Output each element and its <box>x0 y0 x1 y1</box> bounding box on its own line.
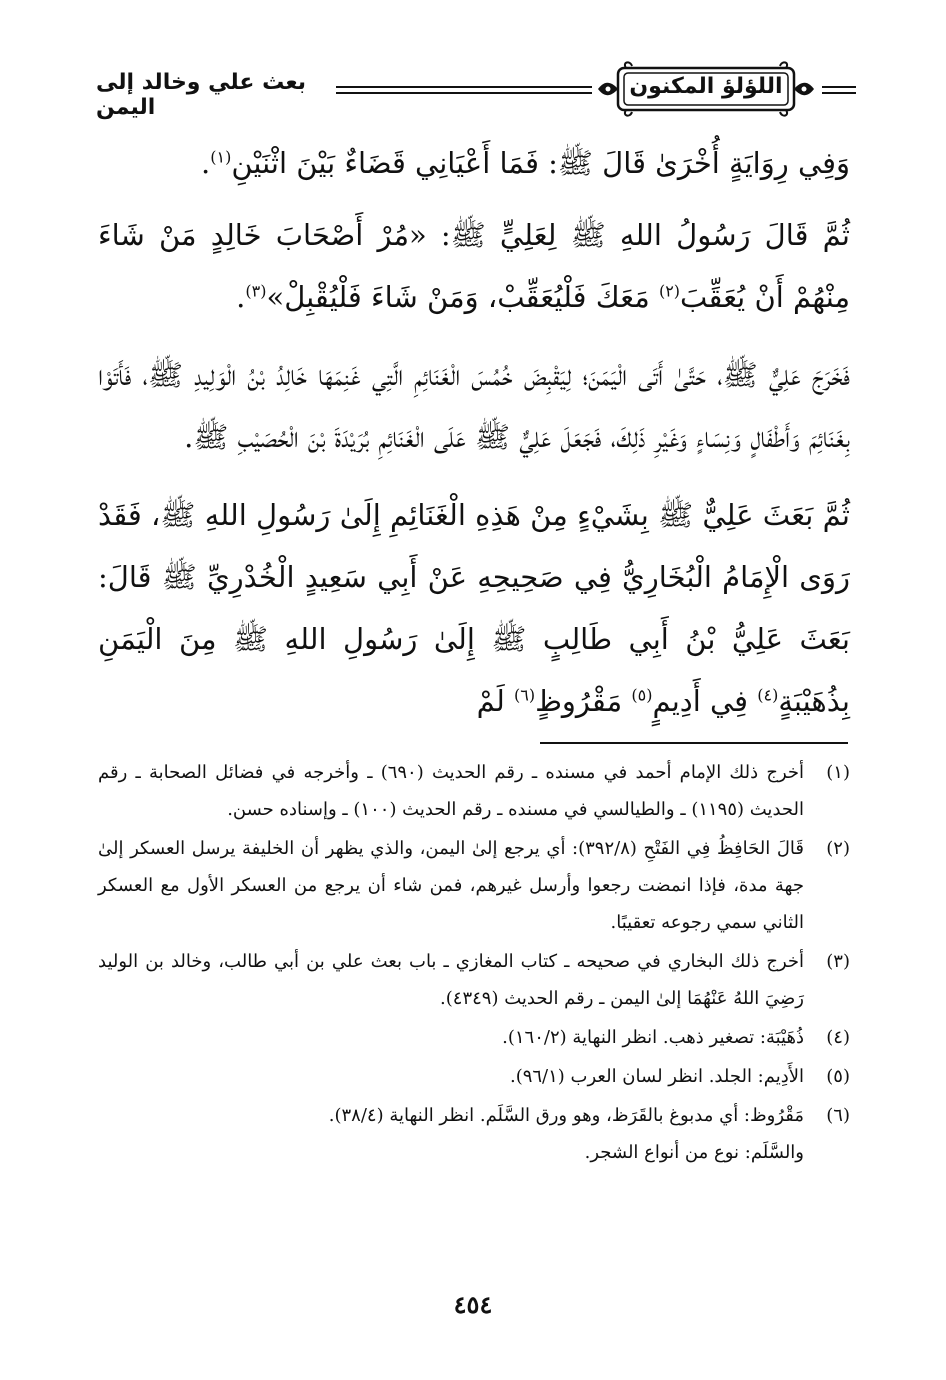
footnote-body: ذُهَيْبَة: تصغير ذهب. انظر النهاية (١٦٠/٢). <box>502 1027 804 1048</box>
main-text <box>98 132 850 732</box>
footnote-reference[interactable]: (٦) <box>514 685 536 705</box>
footnote-reference[interactable]: (٢) <box>658 281 681 301</box>
footnote-body: أخرج ذلك الإمام أحمد في مسنده ـ رقم الحديث (٦٩٠) ـ وأخرجه في فضائل الصحابة ـ رقم الحديث (١١٩٥) ـ والطيالسي في مسنده ـ رقم الحديث (١٠٠) ـ وإسناده حسن. <box>98 762 804 820</box>
paragraph-text: . <box>201 146 211 180</box>
paragraph <box>98 132 850 194</box>
footnote-text <box>98 1097 804 1171</box>
footnote <box>98 943 850 1017</box>
footnotes <box>98 754 850 1173</box>
book-title-ornament <box>596 60 816 118</box>
footnote-number: (٢) <box>826 838 850 859</box>
header-rule <box>336 86 592 88</box>
header-rule <box>336 92 592 94</box>
footnote-number: (٥) <box>826 1066 850 1087</box>
footnote-separator <box>540 742 848 744</box>
footnote <box>98 1019 850 1056</box>
paragraph <box>98 204 850 328</box>
footnote-body: مَقْرُوظ: أي مدبوغ بالقَرَظ، وهو ورق السَّلَم. انظر النهاية (٣٨/٤). <box>328 1105 804 1126</box>
footnote-extra: والسَّلَم: نوع من أنواع الشجر. <box>584 1142 804 1163</box>
book-title: اللؤلؤ المكنون <box>629 74 783 99</box>
footnote-text <box>98 830 804 941</box>
paragraph-text: مَعَكَ فَلْيُعَقِّبْ، وَمَنْ شَاءَ فَلْيُقْبِلْ» <box>266 280 659 314</box>
footnote-text <box>98 1058 804 1095</box>
paragraph-text: لَمْ <box>476 684 514 718</box>
paragraph-text: ثُمَّ قَالَ رَسُولُ اللهِ ﷺ لِعَلِيٍّ ﷺ: «مُرْ أَصْحَابَ خَالِدٍ مَنْ شَاءَ مِنْهُمْ أَنْ يُعَقِّبَ <box>98 218 850 314</box>
paragraph-text: ثُمَّ بَعَثَ عَلِيٌّ ﷺ بِشَيْءٍ مِنْ هَذِهِ الْغَنَائِمِ إِلَىٰ رَسُولِ اللهِ ﷺ، فَقَدْ رَوَى الْإِمَامُ الْبُخَارِيُّ فِي صَحِيحِهِ عَنْ أَبِي سَعِيدٍ الْخُدْرِيِّ ﷺ قَالَ: بَعَثَ عَلِيُّ بْنُ أَبِي طَالِبٍ ﷺ إِلَىٰ رَسُولِ اللهِ ﷺ مِنَ الْيَمَنِ بِذُهَيْبَةٍ <box>98 498 850 718</box>
paragraph <box>98 484 850 732</box>
paragraph <box>98 344 850 468</box>
footnote-reference[interactable]: (٤) <box>757 685 779 705</box>
paragraph-text: . <box>236 280 246 314</box>
footnote-number: (٣) <box>826 951 850 972</box>
page-header <box>96 52 856 132</box>
footnote-text <box>98 754 804 828</box>
footnote-reference[interactable]: (٣) <box>245 281 267 301</box>
footnote-reference[interactable]: (١) <box>210 147 232 167</box>
footnote <box>98 830 850 941</box>
footnote <box>98 1097 850 1171</box>
footnote-body: أخرج ذلك البخاري في صحيحه ـ كتاب المغازي ـ باب بعث علي بن أبي طالب، وخالد بن الوليد رَضِيَ اللهُ عَنْهُمَا إلىٰ اليمن ـ رقم الحديث (٤٣٤٩). <box>98 951 804 1009</box>
footnote-body: قَالَ الحَافِظُ فِي الفَتْحِ (٣٩٢/٨): أي يرجع إلىٰ اليمن، والذي يظهر أن الخليفة يرسل العسكر إلىٰ جهة مدة، فإذا انمضت رجعوا وأرسل غيرهم، فمن شاء أن يرجع من العسكر الأول مع العسكر الثاني سمي رجوعه تعقيبًا. <box>98 838 804 933</box>
paragraph-text: وَفِي رِوَايَةٍ أُخْرَىٰ قَالَ ﷺ: فَمَا أَعْيَانِي قَضَاءٌ بَيْنَ اثْنَيْنِ <box>231 146 850 180</box>
footnote-text <box>98 1019 804 1056</box>
footnote <box>98 754 850 828</box>
footnote-number: (٤) <box>826 1027 850 1048</box>
paragraph-text: فِي أَدِيمٍ <box>652 684 758 718</box>
footnote-number: (١) <box>826 762 850 783</box>
footnote-reference[interactable]: (٥) <box>631 685 653 705</box>
page-number: ٤٥٤ <box>453 1290 493 1319</box>
header-rule <box>822 86 856 88</box>
paragraph-text: فَخَرَجَ عَلِيٌّ ﷺ، حَتَّىٰ أَتَى الْيَمَنَ؛ لِيَقْبِضَ خُمُسَ الْغَنَائِمِ الَّتِي غَنِمَهَا خَالِدُ بْنُ الْوَلِيدِ ﷺ، فَأَتَوْا بِغَنَائِمَ وَأَطْفَالٍ وَنِسَاءٍ وَغَيْرِ ذَلِكَ، فَجَعَلَ عَلِيٌّ ﷺ عَلَى الْغَنَائِمِ بُرَيْدَةَ بْنَ الْحُصَيْبِ ﷺ. <box>98 358 850 454</box>
footnote <box>98 1058 850 1095</box>
header-rule <box>822 92 856 94</box>
paragraph-text: مَقْرُوظٍ <box>535 684 632 718</box>
footnote-body: الأَدِيم: الجلد. انظر لسان العرب (٩٦/١). <box>509 1066 804 1087</box>
footnote-number: (٦) <box>826 1105 850 1126</box>
chapter-title: بعث علي وخالد إلى اليمن <box>96 70 307 120</box>
footnote-text <box>98 943 804 1017</box>
